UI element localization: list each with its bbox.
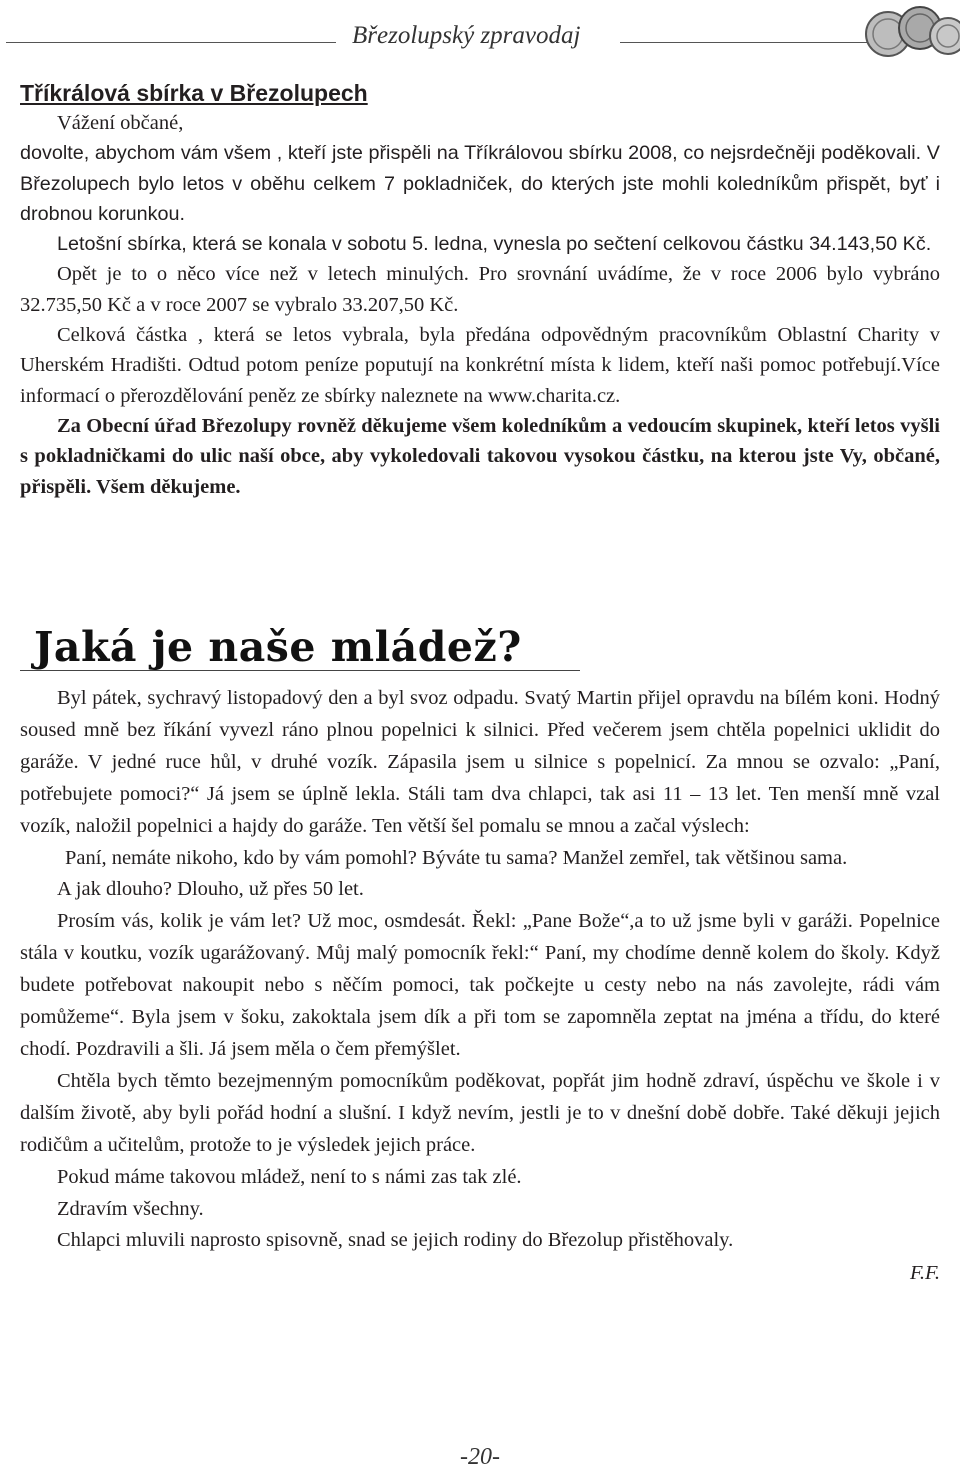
paragraph: Paní, nemáte nikoho, kdo by vám pomohl? Býváte tu sama? Manžel zemřel, tak většinou sama. — [65, 846, 848, 869]
article-charity-collection — [20, 78, 940, 502]
greeting: Vážení občané, — [57, 112, 184, 134]
paragraph: Letošní sbírka, která se konala v sobotu 5. ledna, vynesla po sečtení celkovou částku 34.143,50 Kč. — [57, 233, 932, 256]
paragraph: Zdravím všechny. — [57, 1197, 204, 1220]
thanks-paragraph: Za Obecní úřad Březolupy rovněž děkujeme všem koledníkům a vedoucím skupinek, kteří letos vyšli s pokladničkami do ulic naší obce, aby vykoledovali takovou vysokou částku, na kterou jste Vy, občané, přispěli. Všem děkujeme. — [20, 414, 940, 498]
coins-logo-icon — [858, 4, 960, 60]
paragraph: Chlapci mluvili naprosto spisovně, snad se jejich rodiny do Březolup přistěhovaly. — [57, 1229, 734, 1252]
paragraph: Prosím vás, kolik je vám let? Už moc, osmdesát. Řekl: „Pane Bože“,a to už jsme byli v garáži. Popelnice stála v koutku, vozík ugarážovaný. Můj malý pomocník řekl:“ Paní, my chodíme denně kolem do školy. Když budete potřebovat nakoupit nebo s něčím pomoci, tak počkejte u cesty nebo na nás zavolejte, rádi vám pomůžeme“. Byla jsem v šoku, zakoktala jsem dík a při tom se zapomněla zeptat na jména a třídu, do které chodí. Pozdravili a šli. Já jsem měla o čem přemýšlet. — [20, 910, 940, 1060]
header-rule-left — [6, 42, 336, 43]
article-heading-block — [20, 622, 620, 678]
paragraph: Pokud máme takovou mládež, není to s námi zas tak zlé. — [57, 1165, 522, 1188]
paragraph: dovolte, abychom vám všem , kteří jste přispěli na Tříkrálovou sbírku 2008, co nejsrdečněji poděkovali. V Březolupech bylo letos v oběhu celkem 7 pokladniček, do kterých jste mohli koledníkům přispět, byť i drobnou korunkou. — [20, 142, 940, 225]
newsletter-title: Březolupský zpravodaj — [352, 22, 581, 49]
article-title: Tříkrálová sbírka v Březolupech — [20, 80, 368, 106]
header-rule-right — [620, 42, 870, 43]
paragraph: Byl pátek, sychravý listopadový den a byl svoz odpadu. Svatý Martin přijel opravdu na bílém koni. Hodný soused mně bez říkání vyvezl ráno plnou popelnici k silnici. Před večerem jsem chtěla popelnici uklidit do garáže. V jedné ruce hůl, v druhé vozík. Zápasila jsem u silnice s popelnicí. Za mnou se ozvalo: „Paní, potřebujete pomoci?“ Já jsem se úplně lekla. Stáli tam dva chlapci, tak asi 11 – 13 let. Ten menší mně vzal vozík, naložil popelnici a hajdy do garáže. Ten větší šel pomalu se mnou a začal výslech: — [20, 687, 940, 837]
paragraph: Celková částka , která se letos vybrala, byla předána odpovědným pracovníkům Oblastní Charity v Uherském Hradišti. Odtud potom peníze poputují na konkrétní místa k lidem, kteří naši pomoc potřebují.Více informací o přerozdělování peněz ze sbírky naleznete na www.charita.cz. — [20, 324, 940, 407]
article-title: Jaká je naše mládež? — [34, 623, 522, 671]
page-header — [0, 0, 960, 80]
paragraph: A jak dlouho? Dlouho, už přes 50 let. — [57, 878, 364, 901]
article-youth — [20, 683, 940, 1289]
page-number: -20- — [460, 1444, 500, 1470]
paragraph: Chtěla bych těmto bezejmenným pomocníkům poděkovat, popřát jim hodně zdraví, úspěchu ve škole i v dalším životě, aby byli pořád hodní a slušní. I když nevím, jestli je to v dnešní době dobře. Také děkuji jejich rodičům a učitelům, protože to je výsledek jejich práce. — [20, 1069, 940, 1156]
author-signature: F.F. — [909, 1262, 940, 1285]
paragraph: Opět je to o něco více než v letech minulých. Pro srovnání uvádíme, že v roce 2006 bylo vybráno 32.735,50 Kč a v roce 2007 se vybralo 33.207,50 Kč. — [20, 263, 940, 316]
title-underline — [20, 670, 580, 671]
